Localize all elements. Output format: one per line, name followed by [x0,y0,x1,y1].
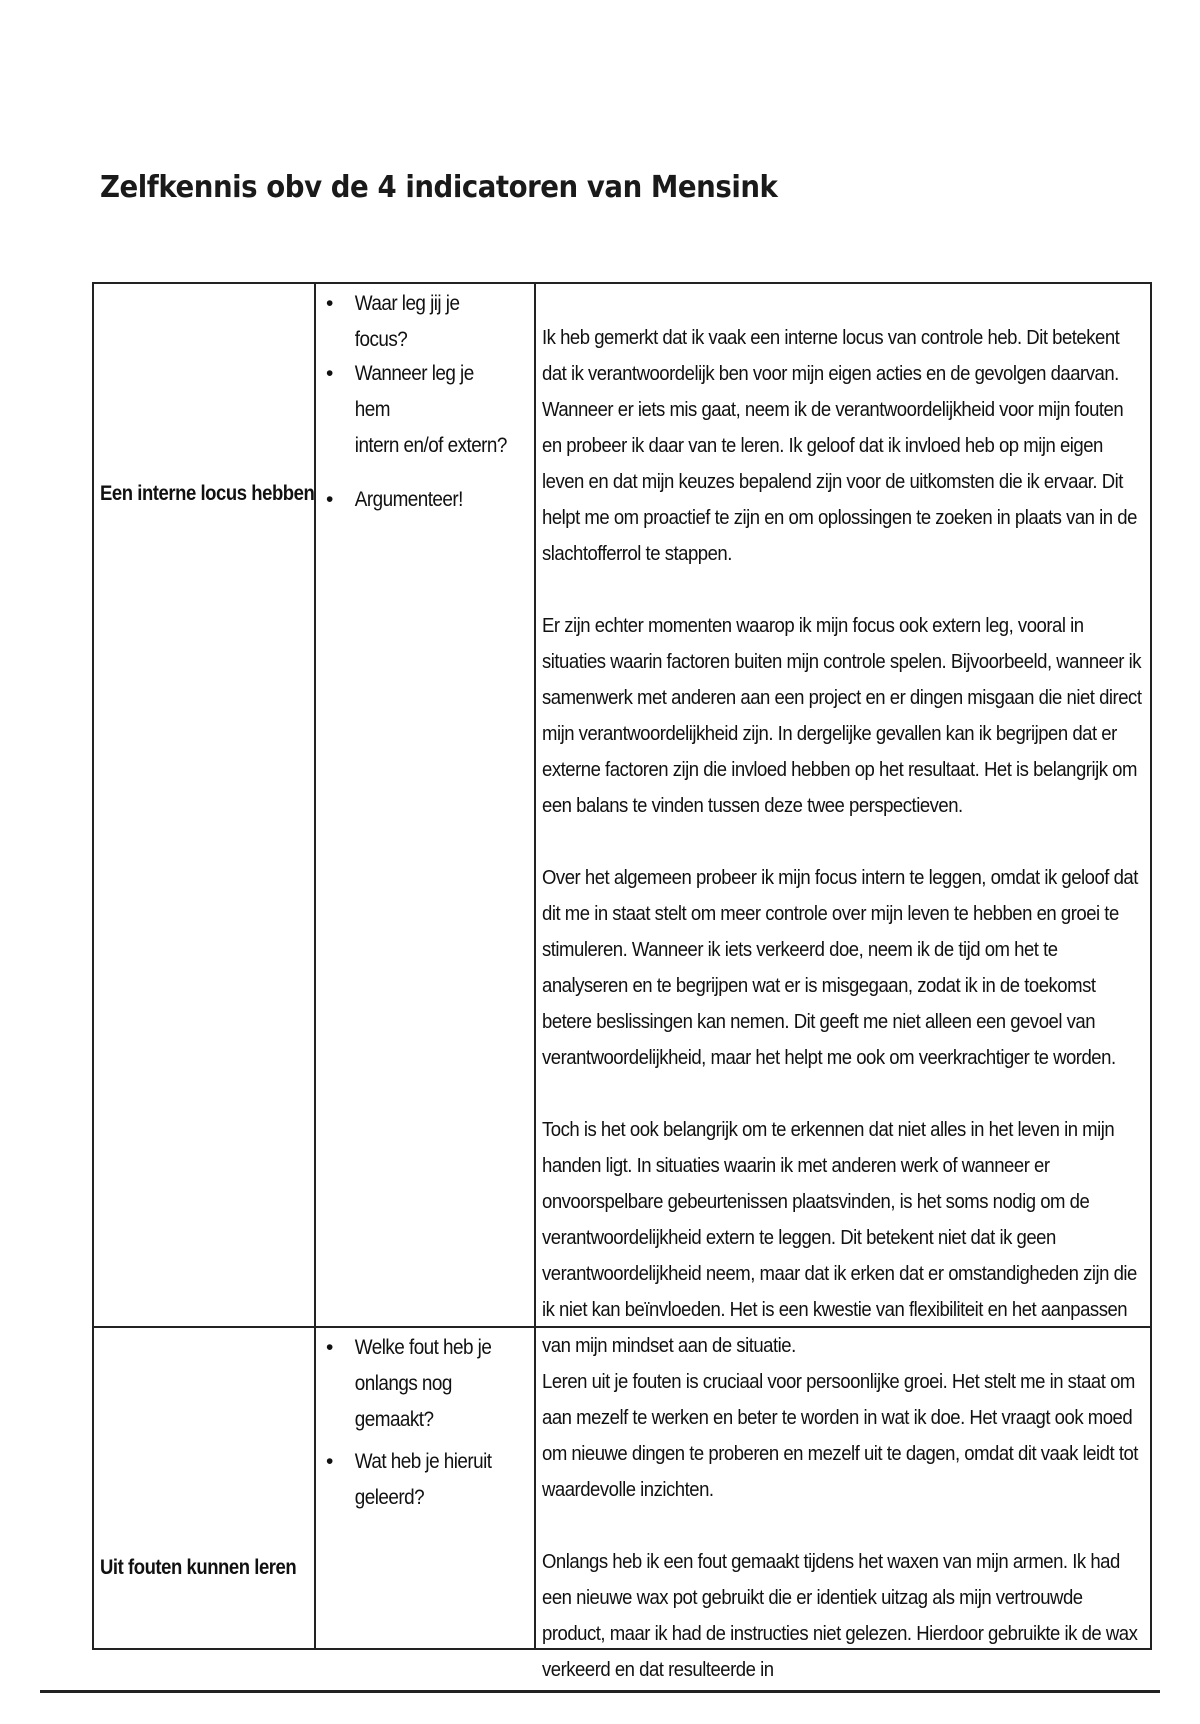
answer-paragraph: Onlangs heb ik een fout gemaakt tijdens het waxen van mijn armen. Ik had een nieuwe wax pot gebruikt die er identiek uitzag als mijn vertrouwde product, maar ik had de instructies niet gelezen. Hierdoor gebruikte ik de wax verkeerd en dat resulteerde in [542,1550,1138,1681]
question-text: Wanneer leg je hem intern en/of extern? [354,362,507,457]
answer-paragraph: Toch is het ook belangrijk om te erkennen dat niet alles in het leven in mijn handen ligt. In situaties waarin ik met anderen werk of wanneer er onvoorspelbare gebeurtenissen plaatsvinden, is het soms nodig om de verantwoordelijkheid extern te leggen. Dit betekent niet dat ik geen verantwoordelijkheid neem, maar dat ik erken dat er omstandigheden zijn die ik niet kan beïnvloeden. Het is een kwestie van flexibiliteit en het aanpassen van mijn mindset aan de situatie. [542,1118,1137,1357]
document-title: Zelfkennis obv de 4 indicatoren van Mensink [100,170,778,205]
answer-paragraph: Ik heb gemerkt dat ik vaak een interne locus van controle heb. Dit betekent dat ik verantwoordelijk ben voor mijn eigen acties en de gevolgen daarvan. Wanneer er iets mis gaat, neem ik de verantwoordelijkheid voor mijn fouten en probeer ik daar van te leren. Ik geloof dat ik invloed heb op mijn eigen leven en dat mijn keuzes bepalend zijn voor de uitkomsten die ik ervaar. Dit helpt me om proactief te zijn en om oplossingen te zoeken in plaats van in de slachtofferrol te stappen. [542,326,1137,565]
questions-cell [316,284,536,1326]
answer-paragraph: Over het algemeen probeer ik mijn focus intern te leggen, omdat ik geloof dat dit me in staat stelt om meer controle over mijn leven te hebben en groei te stimuleren. Wanneer ik iets verkeerd doe, neem ik de tijd om het te analyseren en te begrijpen wat er is misgegaan, zodat ik in de toekomst betere beslissingen kan nemen. Dit geeft me niet alleen een gevoel van verantwoordelijkheid, maar het helpt me ook om veerkrachtiger te worden. [542,866,1138,1069]
question-item [326,1330,528,1438]
answer-paragraph: Er zijn echter momenten waarop ik mijn focus ook extern leg, vooral in situaties waarin factoren buiten mijn controle spelen. Bijvoorbeeld, wanneer ik samenwerk met anderen aan een project en er dingen misgaan die niet direct mijn verantwoordelijkheid zijn. In dergelijke gevallen kan ik begrijpen dat er externe factoren zijn die invloed hebben op het resultaat. Het is belangrijk om een balans te vinden tussen deze twee perspectieven. [542,614,1142,817]
table-row [94,1328,1150,1681]
answer-text [542,320,1144,1400]
row-label: Een interne locus hebben [100,482,315,505]
answer-cell [536,284,1150,1357]
row-label: Uit fouten kunnen leren [100,1556,297,1579]
bullet-icon: • [326,362,334,385]
question-item [326,1444,528,1516]
bullet-icon: • [326,1336,334,1359]
questions-cell [316,1328,536,1648]
bullet-icon: • [326,292,334,315]
question-item [326,286,528,358]
row-label-cell [94,284,316,1326]
footer-divider [40,1690,1160,1693]
bullet-icon: • [326,488,334,511]
row-label-cell [94,1328,316,1648]
bullet-icon: • [326,1450,334,1473]
question-text: Argumenteer! [354,488,463,511]
question-text: Wat heb je hieruit geleerd? [354,1450,492,1509]
answer-text [542,1364,1144,1724]
answer-cell [536,1328,1150,1681]
question-text: Waar leg jij je focus? [354,292,460,351]
table-row [94,284,1150,1357]
answer-paragraph: Leren uit je fouten is cruciaal voor persoonlijke groei. Het stelt me in staat om aan mezelf te werken en beter te worden in wat ik doe. Het vraagt ook moed om nieuwe dingen te proberen en mezelf uit te dagen, omdat dit vaak leidt tot waardevolle inzichten. [542,1370,1138,1501]
indicators-table [92,282,1152,1681]
question-item [326,356,528,464]
question-item [326,482,528,518]
question-text: Welke fout heb je onlangs nog gemaakt? [354,1336,492,1431]
